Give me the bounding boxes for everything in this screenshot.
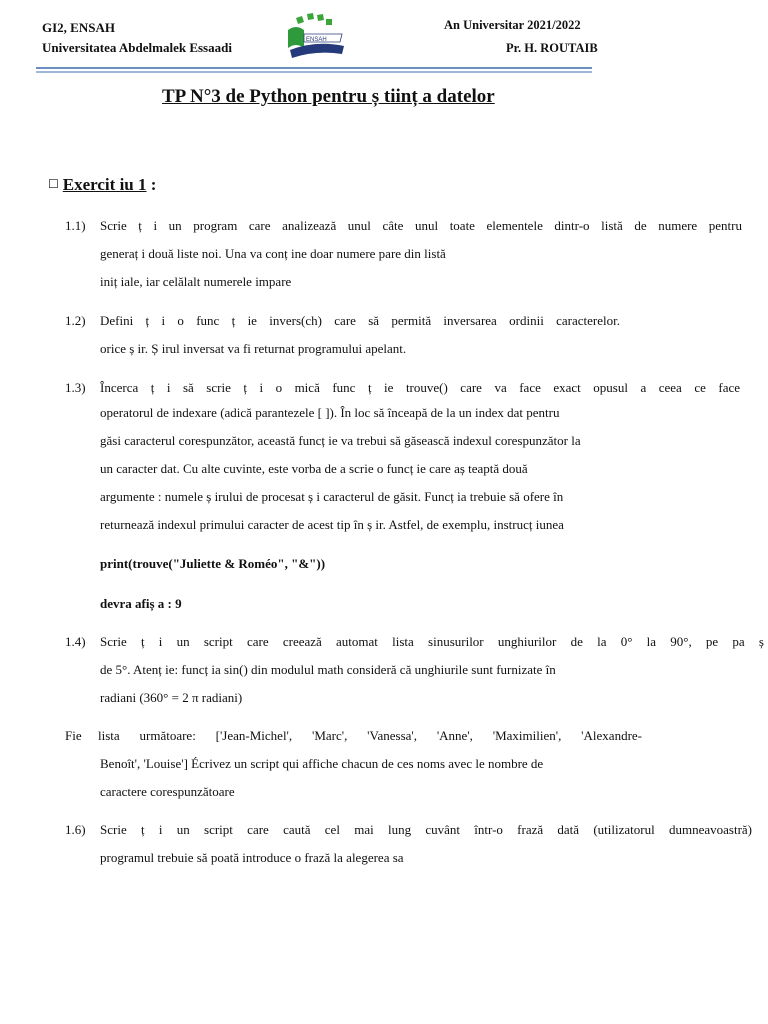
page-title: TP N°3 de Python pentru ș tiinț a datelor [162,86,495,107]
item-number: 1.2) [65,313,86,328]
item-line: Încerca ț i să scrie ț i o mică func ț ie trouve() care va face exact opusul a ceea ce face [100,380,740,395]
item-line: iniț iale, iar celălalt numerele impare [100,274,292,289]
header-divider-top [36,67,592,69]
item-line: programul trebuie să poată introduce o frază la alegerea sa [100,850,404,865]
item-line: radiani (360° = 2 π radiani) [100,690,243,705]
item-number: 1.6) [65,822,86,837]
item-number: 1.3) [65,380,86,395]
item-line: un caracter dat. Cu alte cuvinte, este vorba de a scrie o funcț ie care aș teaptă două [100,461,528,476]
item-line: generaț i două liste noi. Una va conț ine doar numere pare din listă [100,246,446,261]
item-line: lista următoare: ['Jean-Michel', 'Marc', 'Vanessa', 'Anne', 'Maximilien', 'Alexandre- [98,728,642,743]
header-professor: Pr. H. ROUTAIB [506,41,598,55]
header-org-line2: Universitatea Abdelmalek Essaadi [42,40,232,55]
header-academic-year: An Universitar 2021/2022 [444,18,581,32]
item-line: Scrie ț i un script care caută cel mai lung cuvânt într-o frază dată (utilizatorul dumneavoastră) [100,822,752,837]
item-line: găsi caracterul corespunzător, această funcț ie va trebui să găsească indexul corespunzător la [100,433,581,448]
header-institution [42,18,232,58]
item-line: Defini ț i o func ț ie invers(ch) care să permită inversarea ordinii caracterelor. [100,313,620,328]
header-org-line1: GI2, ENSAH [42,20,115,35]
code-example: print(trouve("Juliette & Roméo", "&")) [100,556,326,571]
item-line: orice ș ir. Ș irul inversat va fi returnat programului apelant. [100,341,407,356]
logo-text: ENSAH [306,37,327,43]
item-line: Scrie ț i un script care creează automat lista sinusurilor unghiurilor de la 0° la 90°, pe pa ș [100,634,764,649]
section-heading [48,175,156,195]
item-line: argumente : numele ș irului de procesat ș i caracterul de găsit. Funcț ia trebuie să ofere în [100,489,564,504]
item-line: Benoît', 'Louise'] Écrivez un script qui affiche chacun de ces noms avec le nombre de [100,756,544,771]
item-number: 1.1) [65,218,86,233]
expected-output: devra afiș a : 9 [100,596,182,611]
item-number: 1.4) [65,634,86,649]
header-divider-bottom [36,71,592,73]
item-line: operatorul de indexare (adică parantezele [ ]). În loc să înceapă de la un index dat pentru [100,405,560,420]
item-number: Fie [65,728,82,743]
checkbox-bullet-icon: ☐ [48,177,59,191]
ensah-logo [282,12,348,62]
item-line: Scrie ț i un program care analizează unul câte unul toate elementele dintr-o listă de numere pentru [100,218,742,233]
section-label: Exercit iu 1 [62,175,147,194]
section-colon: : [146,175,157,194]
item-line: de 5°. Atenț ie: funcț ia sin() din modulul math consideră că unghiurile sunt furnizate în [100,662,556,677]
item-line: caractere corespunzătoare [100,784,235,799]
item-line: returnează indexul primului caracter de acest tip în ș ir. Astfel, de exemplu, instrucț iunea [100,517,564,532]
